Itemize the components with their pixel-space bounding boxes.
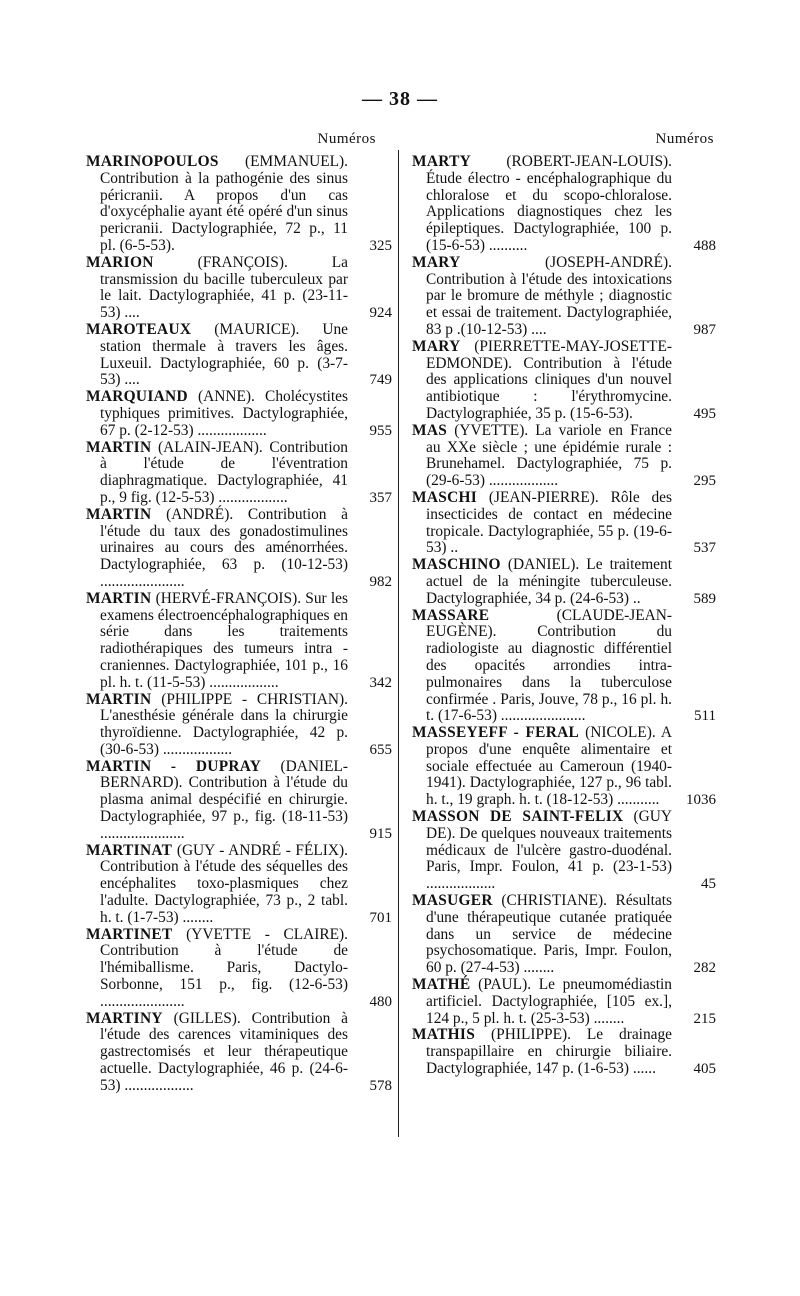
bibliography-entry [86, 843, 392, 927]
entry-author: MAS [412, 421, 448, 439]
bibliography-entry [86, 507, 392, 591]
bibliography-entry [86, 255, 392, 322]
entry-details: (GUY - ANDRÉ - FÉLIX). Contribution à l'étude des séquelles des encéphalites toxo-plasmiques chez l'adulte. Dactylographiée, 73 p., 2 tabl. h. t. (1-7-53) ........ [100, 841, 348, 926]
bibliography-entry [412, 977, 716, 1027]
entry-text [412, 977, 672, 1027]
entry-number: 924 [369, 305, 392, 322]
entry-number: 982 [369, 573, 392, 590]
entry-text [86, 440, 348, 507]
entry-text [86, 843, 348, 927]
entry-number: 511 [694, 708, 716, 725]
bibliography-entry [412, 490, 716, 557]
entry-author: MARTIN [86, 505, 152, 523]
entry-text [412, 490, 672, 557]
entry-author: MARTINAT [86, 841, 173, 859]
entry-text [412, 423, 672, 490]
page-number: — 38 — [362, 88, 438, 110]
entry-details: (FRANÇOIS). La transmission du bacille tuberculeux par le lait. Dactylographiée, 41 p. (23-11-53) .... [100, 253, 348, 322]
entry-text [86, 507, 348, 591]
bibliography-entry [412, 608, 716, 726]
entry-author: MARTIN [86, 690, 152, 708]
entry-details: (ANNE). Cholécystites typhiques primitives. Dactylographiée, 67 p. (2-12-53) .................. [100, 388, 348, 439]
entry-text [412, 339, 672, 423]
entry-text [412, 608, 672, 726]
entry-details: (NICOLE). A propos d'une enquête alimentaire et sociale effectuée au Cameroun (1940-1941). Dactylographiée, 127 p., 96 tabl. h. t., 19 graph. h. t. (18-12-53) ........... [426, 724, 672, 809]
entry-author: MARQUIAND [86, 388, 188, 406]
entry-text [412, 893, 672, 977]
entry-details: (YVETTE). La variole en France au XXe siècle ; une épidémie rurale : Brunehamel. Dactylographiée, 75 p. (29-6-53) .................. [426, 421, 672, 490]
bibliography-entry [86, 1011, 392, 1095]
entry-details: (ROBERT-JEAN-LOUIS). Étude électro - encéphalographique du chloralose et du scopo-chloralose. Applications diagnostiques chez les épileptiques. Dactylographiée, 100 p. (15-6-53) .......... [426, 153, 672, 254]
entry-number: 480 [369, 993, 392, 1010]
entry-number: 295 [693, 473, 716, 490]
entry-details: (GUY DE). De quelques nouveaux traitements médicaux de l'ulcère gastro-duodénal. Paris, Impr. Foulon, 41 p. (23-1-53) .................. [426, 808, 672, 893]
right-column-header: Numéros [655, 131, 714, 147]
entry-details: (YVETTE - CLAIRE). Contribution à l'étude de l'hémiballisme. Paris, Dactylo-Sorbonne, 151 p., fig. (12-6-53) ...................... [100, 925, 348, 1010]
bibliography-entry [412, 893, 716, 977]
bibliography-entry [86, 927, 392, 1011]
entry-details: (EMMANUEL). Contribution à la pathogénie des sinus péricranii. A propos d'un cas d'oxycéphalie ayant été opéré d'un sinus pericranii. Dactylographiée, 72 p., 11 pl. (6-5-53). [100, 153, 348, 254]
bibliography-entry [86, 759, 392, 843]
entry-details: (MAURICE). Une station thermale à travers les âges. Luxeuil. Dactylographiée, 60 p. (3-7-53) .... [100, 320, 348, 389]
entry-text [86, 389, 348, 439]
right-column [412, 154, 716, 1078]
bibliography-entry [412, 255, 716, 339]
entry-author: MASSON DE SAINT-FELIX [412, 808, 624, 826]
entry-text [412, 725, 672, 809]
entry-author: MASSEYEFF - FERAL [412, 724, 580, 742]
entry-text [412, 809, 672, 893]
entry-author: MASSARE [412, 606, 490, 624]
left-column [86, 154, 392, 1095]
entry-author: MARTINY [86, 1009, 163, 1027]
entry-text [412, 255, 672, 339]
entry-author: MARTIN [86, 589, 152, 607]
entry-details: (JOSEPH-ANDRÉ). Contribution à l'étude des intoxications par le bromure de méthyle ; diagnostic et essai de traitement. Dactylographiée, 83 p .(10-12-53) .... [426, 253, 672, 338]
entry-details: (PHILIPPE - CHRISTIAN). L'anesthésie générale dans la chirurgie thyroïdienne. Dactylographiée, 42 p. (30-6-53) .................. [100, 690, 348, 758]
entry-author: MAROTEAUX [86, 320, 192, 338]
bibliography-entry [86, 440, 392, 507]
entry-number: 1036 [686, 792, 716, 809]
entry-number: 215 [693, 1010, 716, 1027]
entry-details: (CHRISTIANE). Résultats d'une thérapeutique cutanée pratiquée dans un service de médecine psychosomatique. Paris, Impr. Foulon, 60 p. (27-4-53) ........ [426, 892, 672, 977]
entry-number: 282 [693, 960, 716, 977]
bibliography-entry [412, 339, 716, 423]
bibliography-entry [412, 154, 716, 255]
bibliography-entry [412, 1027, 716, 1077]
entry-details: (HERVÉ-FRANÇOIS). Sur les examens électroencéphalographiques en série dans les traitements radiothérapiques des tumeurs intra - craniennes. Dactylographiée, 101 p., 16 pl. h. t. (11-5-53) .................. [100, 589, 348, 691]
entry-number: 589 [693, 590, 716, 607]
entry-author: MATHÉ [412, 976, 471, 994]
entry-details: (PIERRETTE-MAY-JOSETTE-EDMONDE). Contribution à l'étude des applications cliniques d'un nouvel antibiotique : l'érythromycine. Dactylographiée, 35 p. (15-6-53). [426, 337, 672, 422]
bibliography-entry [412, 423, 716, 490]
bibliography-entry [412, 809, 716, 893]
entry-text [86, 692, 348, 759]
entry-number: 578 [369, 1077, 392, 1094]
entry-author: MARION [86, 253, 154, 271]
entry-number: 405 [693, 1061, 716, 1078]
entry-details: (GILLES). Contribution à l'étude des carences vitaminiques des gastrectomisés et leur thérapeutique actuelle. Dactylographiée, 46 p. (24-6-53) .................. [100, 1009, 348, 1094]
entry-number: 488 [693, 237, 716, 254]
entry-number: 342 [369, 674, 392, 691]
entry-details: (ANDRÉ). Contribution à l'étude du taux des gonadostimulines urinaires au cours des aménorrhées. Dactylographiée, 63 p. (10-12-53) ...................... [100, 505, 348, 590]
entry-details: (PHILIPPE). Le drainage transpapillaire en chirurgie biliaire. Dactylographiée, 147 p. (1-6-53) ...... [426, 1026, 672, 1078]
entry-author: MASCHINO [412, 556, 501, 574]
entry-number: 655 [369, 741, 392, 758]
entry-text [86, 255, 348, 322]
entry-number: 749 [369, 372, 392, 389]
entry-author: MASCHI [412, 488, 478, 506]
column-divider [398, 150, 399, 1137]
entry-details: (DANIEL). Le traitement actuel de la méningite tuberculeuse. Dactylographiée, 34 p. (24-6-53) .. [426, 556, 672, 607]
entry-text [412, 154, 672, 255]
entry-text [86, 1011, 348, 1095]
bibliography-entry [412, 557, 716, 607]
bibliography-entry [86, 322, 392, 389]
entry-text [86, 927, 348, 1011]
entry-text [86, 154, 348, 255]
entry-author: MARY [412, 337, 461, 355]
entry-number: 955 [369, 422, 392, 439]
bibliography-entry [86, 591, 392, 692]
entry-details: (DANIEL-BERNARD). Contribution à l'étude du plasma animal despécifié en chirurgie. Dactylographiée, 97 p., fig. (18-11-53) ...................... [100, 757, 348, 842]
entry-author: MARTIN - DUPRAY [86, 757, 262, 775]
entry-number: 915 [369, 825, 392, 842]
left-column-header: Numéros [317, 131, 376, 147]
entry-details: (CLAUDE-JEAN-EUGÈNE). Contribution du radiologiste au diagnostic différentiel des opacités arrondies intra-pulmonaires dans la tuberculose confirmée . Paris, Jouve, 78 p., 16 pl. h. t. (17-6-53) ...................... [426, 606, 672, 725]
entry-text [412, 557, 672, 607]
entry-details: (PAUL). Le pneumomédiastin artificiel. Dactylographiée, [105 ex.], 124 p., 5 pl. h. t. (25-3-53) ........ [426, 976, 672, 1027]
entry-author: MARTIN [86, 438, 152, 456]
bibliography-entry [86, 692, 392, 759]
entry-author: MATHIS [412, 1026, 476, 1044]
entry-text [86, 322, 348, 389]
entry-number: 987 [693, 321, 716, 338]
bibliography-entry [86, 154, 392, 255]
entry-details: (ALAIN-JEAN). Contribution à l'étude de l'éventration diaphragmatique. Dactylographiée, 41 p., 9 fig. (12-5-53) .................. [100, 438, 348, 506]
entry-details: (JEAN-PIERRE). Rôle des insecticides de contact en médecine tropicale. Dactylographiée, 55 p. (19-6-53) .. [426, 488, 672, 557]
entry-number: 357 [369, 489, 392, 506]
entry-number: 701 [369, 909, 392, 926]
entry-text [86, 759, 348, 843]
bibliography-entry [86, 389, 392, 439]
entry-text [412, 1027, 672, 1077]
entry-number: 537 [693, 540, 716, 557]
entry-text [86, 591, 348, 692]
entry-number: 495 [693, 405, 716, 422]
entry-author: MARINOPOULOS [86, 153, 219, 170]
entry-author: MARTINET [86, 925, 173, 943]
bibliography-entry [412, 725, 716, 809]
entry-number: 45 [701, 876, 716, 893]
entry-number: 325 [369, 237, 392, 254]
entry-author: MARTY [412, 153, 472, 170]
entry-author: MARY [412, 253, 461, 271]
entry-author: MASUGER [412, 892, 493, 910]
